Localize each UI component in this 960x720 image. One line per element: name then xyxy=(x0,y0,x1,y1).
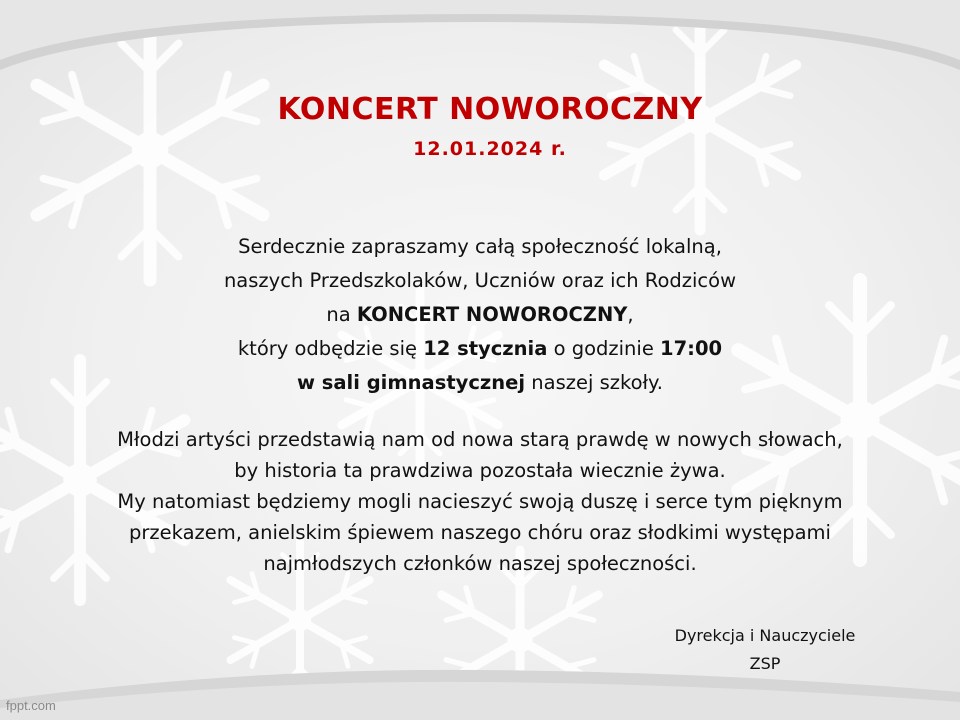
description-paragraph xyxy=(0,424,960,579)
invitation-line: który odbędzie się 12 stycznia o godzinie 17:00 xyxy=(237,337,723,360)
watermark: fppt.com xyxy=(6,698,56,713)
page-title: KONCERT NOWOROCZNY xyxy=(277,92,703,127)
description-line: przekazem, anielskim śpiewem naszego chóru oraz słodkimi występami xyxy=(129,521,831,544)
event-venue-emphasis: w sali gimnastycznej xyxy=(296,371,526,394)
description-line: Młodzi artyści przedstawią nam od nowa starą prawdę w nowych słowach, xyxy=(117,428,843,451)
invitation-line: w sali gimnastycznej naszej szkoły. xyxy=(296,371,664,394)
signature-line: Dyrekcja i Nauczyciele xyxy=(674,626,856,645)
signature-line: ZSP xyxy=(749,654,781,673)
description-line: by historia ta prawdziwa pozostała wiecznie żywa. xyxy=(234,459,726,482)
description-line: My natomiast będziemy mogli nacieszyć swoją duszę i serce tym pięknym xyxy=(117,490,843,513)
event-date: 12.01.2024 r. xyxy=(413,138,567,160)
event-time-emphasis: 17:00 xyxy=(660,337,723,360)
invitation-paragraph xyxy=(0,230,960,400)
description-line: najmłodszych członków naszej społeczności. xyxy=(263,552,697,575)
signature xyxy=(640,622,890,678)
invitation-line: Serdecznie zapraszamy całą społeczność lokalną, xyxy=(238,235,722,258)
invitation-line: naszych Przedszkolaków, Uczniów oraz ich Rodziców xyxy=(223,269,737,292)
invitation-line: na KONCERT NOWOROCZNY, xyxy=(326,303,634,326)
concert-name-emphasis: KONCERT NOWOROCZNY xyxy=(356,303,628,326)
event-day-emphasis: 12 stycznia xyxy=(423,337,548,360)
